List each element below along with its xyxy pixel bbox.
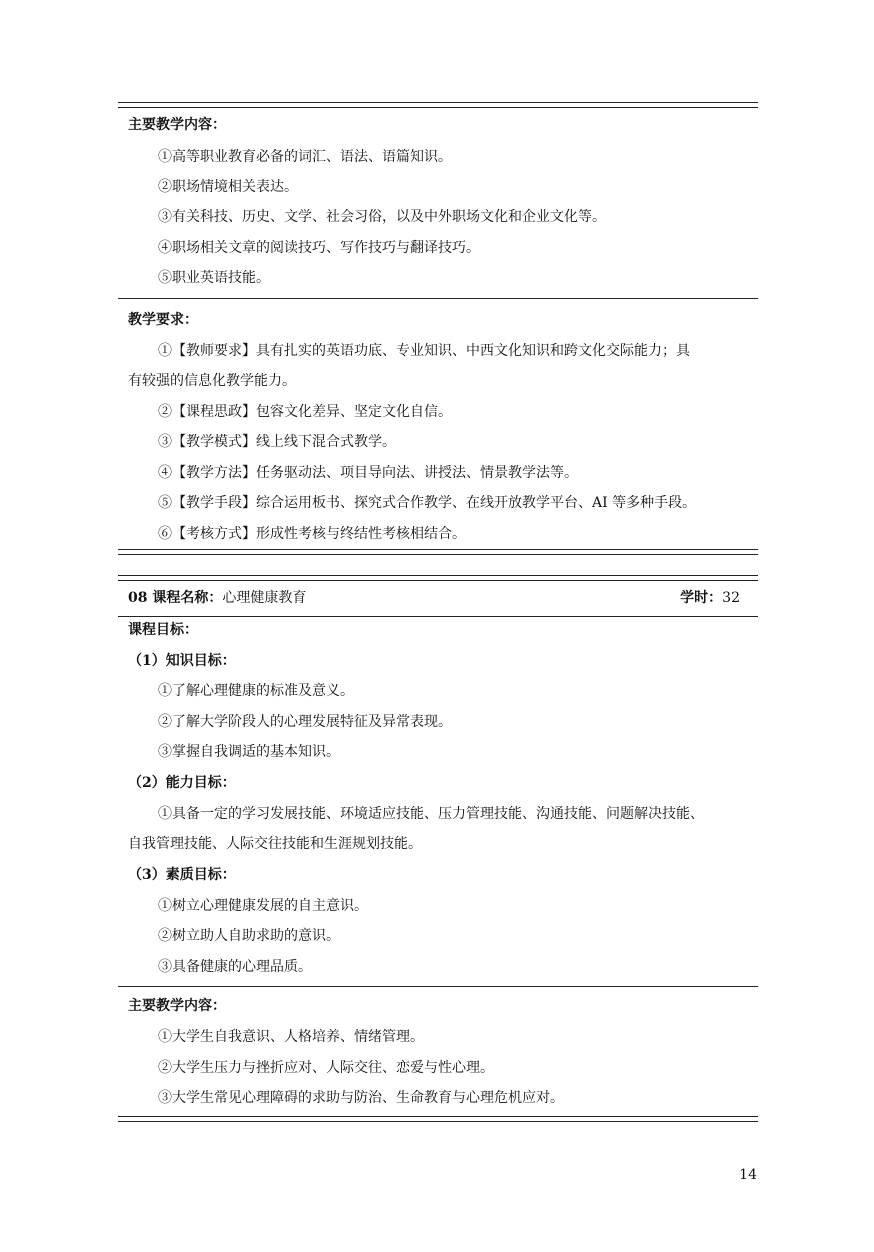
quality-item: ②树立助人自助求助的意识。 bbox=[158, 928, 340, 944]
title-divider bbox=[118, 616, 758, 617]
ability-goals-heading: （2）能力目标： bbox=[128, 775, 236, 791]
knowledge-item: ①了解心理健康的标准及意义。 bbox=[158, 683, 354, 699]
knowledge-item: ②了解大学阶段人的心理发展特征及异常表现。 bbox=[158, 714, 452, 730]
top-double-rule bbox=[118, 102, 758, 108]
knowledge-item: ③掌握自我调适的基本知识。 bbox=[158, 744, 340, 760]
requirement-item: ②【课程思政】包容文化差异、坚定文化自信。 bbox=[158, 404, 452, 420]
hours-label: 学时： bbox=[680, 590, 723, 606]
requirement-item: ①【教师要求】具有扎实的英语功底、专业知识、中西文化知识和跨文化交际能力；具 bbox=[158, 343, 690, 359]
quality-item: ③具备健康的心理品质。 bbox=[158, 959, 312, 975]
goals-heading: 课程目标： bbox=[128, 622, 198, 638]
section-divider bbox=[118, 986, 758, 987]
quality-item: ①树立心理健康发展的自主意识。 bbox=[158, 898, 368, 914]
content-item: ①大学生自我意识、人格培养、情绪管理。 bbox=[158, 1029, 424, 1045]
content-heading: 主要教学内容： bbox=[128, 117, 226, 133]
course-name: 心理健康教育 bbox=[222, 590, 307, 606]
ability-item: ①具备一定的学习发展技能、环境适应技能、压力管理技能、沟通技能、问题解决技能、 bbox=[158, 806, 704, 822]
content-item: ②大学生压力与挫折应对、人际交往、恋爱与性心理。 bbox=[158, 1060, 494, 1076]
requirement-item: ⑥【考核方式】形成性考核与终结性考核相结合。 bbox=[158, 526, 466, 542]
content-item: ④职场相关文章的阅读技巧、写作技巧与翻译技巧。 bbox=[158, 240, 480, 256]
course-hours bbox=[680, 589, 740, 607]
content-item: ①高等职业教育必备的词汇、语法、语篇知识。 bbox=[158, 149, 452, 165]
content-item: ②职场情境相关表达。 bbox=[158, 179, 298, 195]
bottom-double-rule bbox=[118, 1116, 758, 1122]
requirement-item-continued: 有较强的信息化教学能力。 bbox=[128, 373, 296, 389]
knowledge-goals-heading: （1）知识目标： bbox=[128, 653, 236, 669]
ability-item-continued: 自我管理技能、人际交往技能和生涯规划技能。 bbox=[128, 836, 422, 852]
page-number: 14 bbox=[739, 1167, 757, 1183]
hours-value: 32 bbox=[722, 590, 740, 606]
requirement-item: ④【教学方法】任务驱动法、项目导向法、讲授法、情景教学法等。 bbox=[158, 465, 578, 481]
course-title-row bbox=[128, 589, 740, 607]
quality-goals-heading: （3）素质目标： bbox=[128, 867, 236, 883]
content-item: ③有关科技、历史、文学、社会习俗，以及中外职场文化和企业文化等。 bbox=[158, 209, 606, 225]
content-item: ③大学生常见心理障碍的求助与防治、生命教育与心理危机应对。 bbox=[158, 1090, 564, 1106]
course-top-double-rule bbox=[118, 575, 758, 581]
content-item: ⑤职业英语技能。 bbox=[158, 270, 270, 286]
requirements-heading: 教学要求： bbox=[128, 312, 198, 328]
requirement-item: ③【教学模式】线上线下混合式教学。 bbox=[158, 434, 396, 450]
section-end-double-rule bbox=[118, 549, 758, 555]
requirement-item: ⑤【教学手段】综合运用板书、探究式合作教学、在线开放教学平台、AI 等多种手段。 bbox=[158, 495, 697, 511]
section-divider bbox=[118, 298, 758, 299]
course-name-label: 08 课程名称： bbox=[128, 590, 223, 606]
content-heading: 主要教学内容： bbox=[128, 998, 226, 1014]
